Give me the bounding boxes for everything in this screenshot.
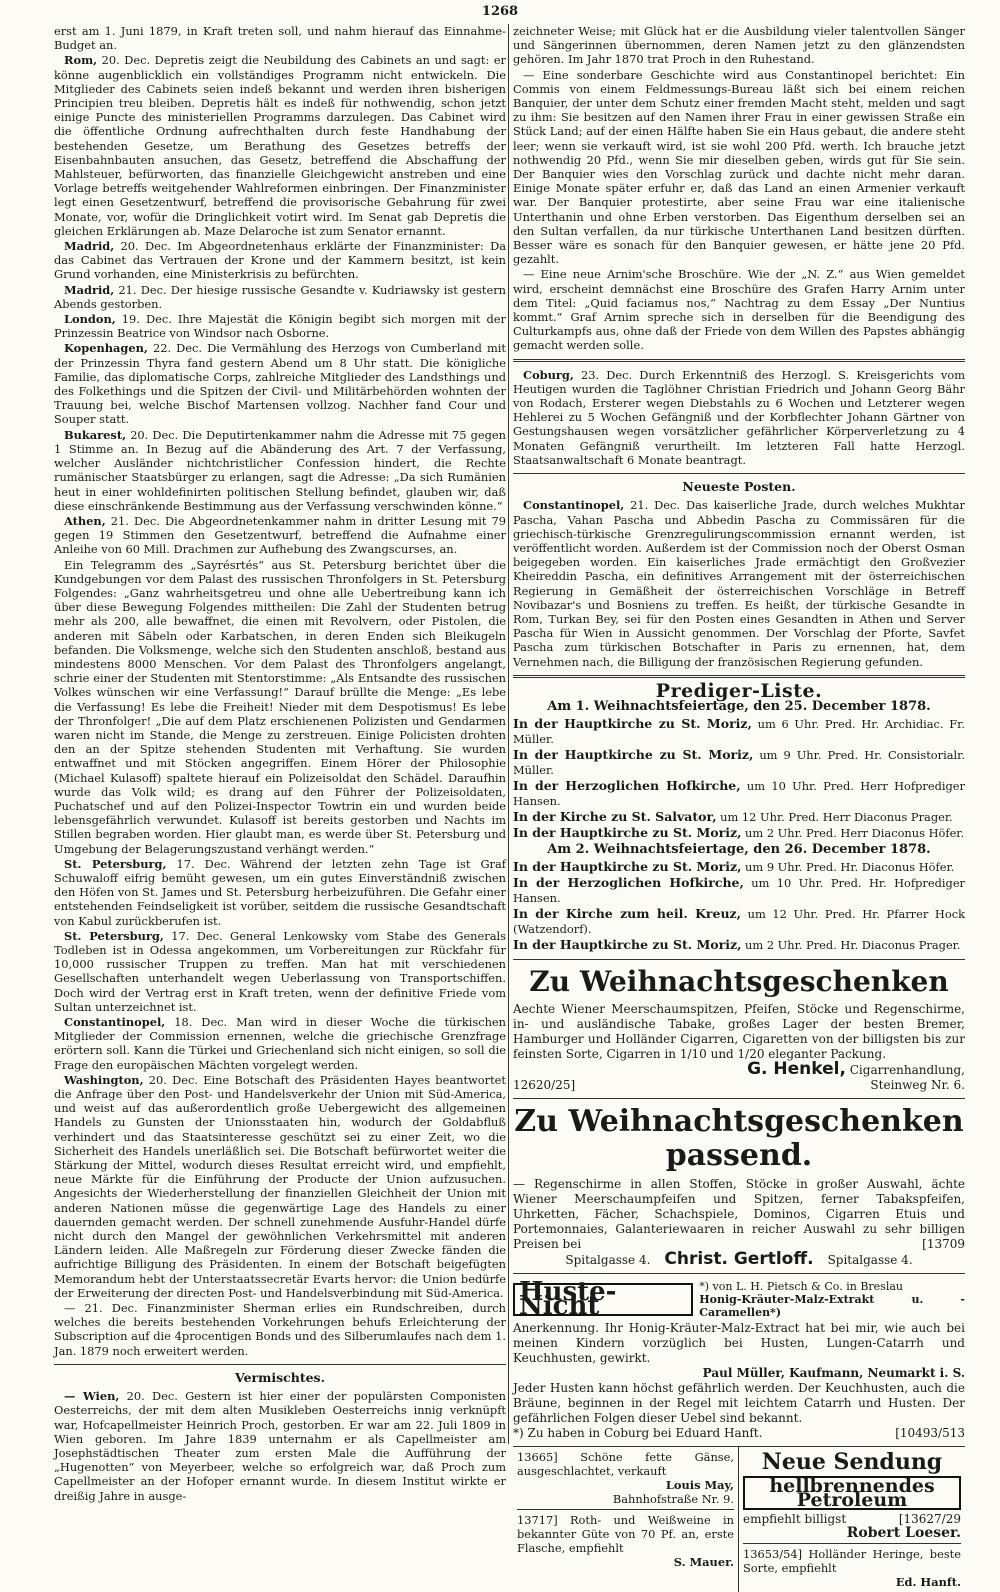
prediger-place: In der Kirche zu St. Salvator, — [513, 809, 717, 825]
small-ad-ganse: 13665] Schöne fette Gänse, ausgeschlachtet, verkauft — [517, 1450, 734, 1479]
prediger-place: In der Herzoglichen Hofkirche, — [513, 875, 744, 891]
prediger-place: In der Hauptkirche zu St. Moriz, — [513, 937, 742, 953]
prediger-details: um 2 Uhr. Pred. Herr Diaconus Höfer. — [741, 826, 965, 841]
article-text: Das kaiserliche Jrade, durch welches Mukhtar Pascha, Vahan Pascha und Abbedin Pascha zu Commissären für die griechisch-türkische Grenzregulirungscommission ernannt werden, ist veröffentlicht worden. Außerdem ist der Commission noch der Oberst Osman beigegeben worden. Ein kaiserliches Jrade ermächtigt den Großvezier Kheireddin Pascha, ein definitives Arrangement mit der österreichischen Regierung in Gemäßheit der österreichischen Vorschläge in Betreff Novibazar's und Bosniens zu treffen. Es heißt, der türkische Gesandte in Rom, Turkan Bey, sei für den Posten eines Gesandten in Athen und Server Pascha für Wien in Aussicht genommen. Der Vorschlag der Pforte, Savfet Pascha zum türkischen Botschafter in Paris zu ernennen, hat, dem Vernehmen nach, die Billigung der französischen Regierung gefunden. — [513, 498, 965, 669]
article-text: Man wird in dieser Woche die türkischen Mitglieder der Commission ernennen, welche die griechische Grenzfrage erörtern soll. Kann die Türkei und Griechenland sich nicht einigen, so soll die Frage den europäischen Mächten vorgelegt werden. — [54, 1015, 507, 1072]
article-constantinopel-2 — [513, 498, 965, 668]
dateline-place: Madrid, — [64, 239, 115, 254]
prediger-details: um 10 Uhr. Pred. Herr Hofprediger Hansen. — [513, 779, 965, 809]
dateline-place: Washington, — [64, 1072, 144, 1087]
article-madrid-1 — [54, 239, 506, 282]
prediger-place: In der Hauptkirche zu St. Moriz, — [513, 747, 754, 763]
prediger-entry — [513, 809, 965, 825]
prediger-entry — [513, 875, 965, 906]
article-kopenhagen — [54, 341, 506, 426]
article-text: Ihre Majestät die Königin begibt sich morgen mit der Prinzessin Beatrice von Windsor nach Osborne. — [54, 312, 506, 341]
prediger-details: um 12 Uhr. Pred. Hr. Pfarrer Hock (Watzendorf). — [513, 907, 965, 937]
small-ads-left — [513, 1447, 739, 1592]
ad-footer-row — [513, 1078, 965, 1092]
article-intro: erst am 1. Juni 1879, in Kraft treten soll, und nahm hierauf das Einnahme-Budget an. — [54, 24, 506, 53]
dateline-place: Coburg, — [523, 367, 574, 382]
dateline-date: 17. Dec. — [166, 856, 231, 871]
article-petersburg-2 — [54, 929, 506, 1014]
article-london — [54, 312, 506, 340]
article-constantinopel-story: — Eine sonderbare Geschichte wird aus Constantinopel berichtet: Ein Commis von einem Feldmessungs-Bureau läßt sich bei einem reichen Banquier, der unter dem Schutz einer fremden Macht steht, melden und sagt zu ihm: Sie besitzen auf den Namen ihrer Frau in einer gewissen Straße ein Stück Land; auf der einen Hälfte haben Sie ein Haus gebaut, die andere steht leer; wenn sie verkauft wird, ist sie wohl 200 Pfd. werth. Ich brauche jetzt nothwendig 20 Pfd., wenn Sie mir dieselben geben, wirds gut für Sie sein. Der Banquier wies den Vorschlag zurück und dachte nicht mehr daran. Einige Monate später erfuhr er, daß das Land an einen Armenier verkauft war. Der Banquier protestirte, aber seine Frau war eine italienische Unterthanin und ohne Erben verstorben. Das Eigenthum derselben sei an den Sultan verfallen, da nur türkische Unterthanen Land besitzen dürften. Besser wäre es sonach für den Banquier gewesen, er hätte jene 20 Pfd. gezahlt. — [513, 67, 965, 267]
right-column — [513, 24, 965, 1592]
prediger-details: um 9 Uhr. Pred. Hr. Diaconus Höfer. — [741, 860, 955, 875]
dateline-date: 20. Dec. — [119, 1389, 178, 1404]
dateline-date: 21. Dec. — [624, 498, 681, 513]
article-text: Die Abgeordnetenkammer nahm in dritter Lesung mit 79 gegen 19 Stimmen den Gesetzentwurf, betreffend die Aufnahme einer Anleihe von 60 Mill. Drachmen zur Aufhebung des Zwangscurses, an. — [54, 513, 507, 557]
ad-brand-rest: Cigarrenhandlung, — [845, 1063, 965, 1078]
prediger-title: Prediger-Liste. — [655, 679, 823, 702]
prediger-place: In der Hauptkirche zu St. Moriz, — [513, 859, 742, 875]
section-divider — [513, 473, 965, 474]
prediger-details: um 6 Uhr. Pred. Hr. Archidiac. Fr. Müller. — [513, 717, 965, 747]
dateline-date: 20. Dec. — [143, 1072, 198, 1087]
ad-address: Spitalgasse 4. — [565, 1252, 651, 1267]
ad-ref: 12620/25] — [513, 1077, 576, 1092]
ad-footnote: *) Zu haben in Coburg bei Eduard Hanft. — [513, 1425, 763, 1440]
dateline-place: Constantinopel, — [523, 498, 625, 513]
prediger-details: um 10 Uhr. Pred. Hr. Hofprediger Hansen. — [513, 876, 966, 906]
ad-huste-nicht — [513, 1277, 965, 1440]
prediger-entry — [513, 937, 965, 953]
prediger-day-heading: Am 1. Weihnachtsfeiertage, den 25. December 1878. — [547, 698, 931, 714]
prediger-place: In der Hauptkirche zu St. Moriz, — [513, 825, 742, 841]
ad-logo-word: Huste-Nicht — [513, 1283, 693, 1315]
ad-body: Aechte Wiener Meerschaumspitzen, Pfeifen, Stöcke und Regenschirme, in- und ausländische Tabake, großes Lager der besten Bremer, Hamburger und Holländer Cigarren, Cigaretten von der billigsten bis zur feinsten Sorte, Cigarren in 1/10 und 1/20 eleganter Packung. — [513, 1002, 965, 1062]
ad-body: Anerkennung. Ihr Honig-Kräuter-Malz-Extract hat bei mir, wie auch bei meinen Kindern vorzüglich bei Husten, Lungen-Catarrh und Keuchhusten, gewirkt. — [513, 1320, 965, 1365]
article-continued: zeichneter Weise; mit Glück hat er die Ausbildung vieler talentvollen Sänger und Sängerinnen übernommen, deren Namen jetzt zu den glänzendsten gehören. Im Jahr 1870 trat Proch in den Ruhestand. — [513, 24, 965, 67]
dateline-place: Athen, — [64, 513, 106, 528]
article-washington — [54, 1073, 506, 1300]
dateline-date: 20. Dec. — [114, 239, 171, 254]
article-text: Durch Erkenntniß des Herzogl. S. Kreisgerichts vom Heutigen wurden die Taglöhner Christian Friedrich und Johann Georg Bähr von Rodach, Ersterer wegen Diebstahls zu 6 Wochen und Letzterer wegen Hehlerei zu 5 Wochen Gefängniß und der Korbflechter Johann Gärtner von Gestungshausen wegen vorsätzlicher gefährlicher Körperverletzung zu 4 Monaten Gefängniß verurtheilt. Im letzteren Fall hatte Herzogl. Staatsanwaltschaft 6 Monate beantragt. — [513, 367, 966, 467]
ad-brand: G. Henkel, — [747, 1059, 846, 1080]
dateline-place: London, — [64, 312, 116, 327]
small-ad-wein: 13717] Roth- und Weißweine in bekannter Güte von 70 Pf. an, erste Flasche, empfiehlt — [517, 1513, 734, 1556]
section-heading-neueste-posten: Neueste Posten. — [682, 479, 796, 495]
ad-body — [513, 1177, 965, 1252]
dateline-place: St. Petersburg, — [64, 928, 164, 943]
small-ad-ref: [13627/29 — [898, 1512, 961, 1527]
dateline-date: 21. Dec. — [105, 513, 160, 528]
small-ad-signature: Ed. Hanft. — [895, 1575, 961, 1590]
dateline-date: 18. Dec. — [165, 1015, 228, 1030]
dateline-place: Kopenhagen, — [64, 341, 148, 356]
ad-title: Zu Weihnachtsgeschenken passend. — [514, 1103, 964, 1173]
left-column — [54, 24, 506, 1504]
prediger-day2-list — [513, 859, 965, 953]
small-ads-grid — [513, 1446, 965, 1592]
dateline-place: St. Petersburg, — [64, 856, 167, 871]
dateline-date: 21. Dec. — [114, 282, 167, 297]
prediger-place: In der Herzoglichen Hofkirche, — [513, 778, 741, 794]
ad-maker-line: *) von L. H. Pietsch & Co. in Breslau — [699, 1279, 903, 1293]
article-constantinopel-1 — [54, 1015, 506, 1072]
article-coburg — [513, 368, 965, 467]
ad-testimonial-signature: Paul Müller, Kaufmann, Neumarkt i. S. — [702, 1365, 965, 1380]
prediger-entry — [513, 859, 965, 875]
article-text: Die Deputirtenkammer nahm die Adresse mit 75 gegen 1 Stimme an. In Bezug auf die Abänderung des Art. 7 der Verfassung, welcher Ausländer nichtchristlicher Confession hindert, die Rechte rumänischer Staatsbürger zu erlangen, sagt die Adresse: „Da sich Rumänien heut in einer wohldefinirten politischen Stellung befindet, glauben wir, daß diese einschränkende Bestimmung aus der Verfassung verschwinden könne.“ — [54, 427, 507, 513]
article-madrid-2 — [54, 283, 506, 311]
ad-address: Spitalgasse 4. — [827, 1252, 913, 1267]
small-ad-signature: Robert Loeser. — [846, 1525, 961, 1542]
ad-footer-row — [513, 1426, 965, 1440]
ad-header — [513, 1277, 965, 1322]
section-divider — [513, 675, 965, 678]
dateline-date: 17. Dec. — [163, 928, 223, 943]
article-text: Eine Botschaft des Präsidenten Hayes beantwortet die Anfrage über den Post- und Handelsverkehr der Union mit Süd-America, und weist auf das außerordentlich große Uebergewicht des allgemeinen Handels zu Gunsten der Unionsstaaten hin, wodurch der Goldabfluß verhindert und das Staatsinteresse geschützt sei zu einer Zeit, wo die Sicherheit des Handels unerläßlich sei. Die Botschaft befürwortet weiter die Stärkung der Mittel, wodurch dieses Resultat erreicht wird, und empfiehlt, neue Märkte für die Einführung der Producte der Union aufzusuchen. Angesichts der Wiederherstellung der finanziellen Gleichheit der Union mit anderen Nationen müsse die gegenwärtige Lage des Handels zu einer dauernden gemacht werden. Der schnell zunehmende Ausfuhr-Handel dürfe nicht durch den Mangel der gewöhnlichen Verkehrsmittel mit anderen Ländern leiden. Alle Maßregeln zur Förderung dieser Zwecke fänden die aufrichtige Billigung des Präsidenten. In einem der Botschaft beigefügten Memorandum hebt der Unterstaatssecretär Evarts hervor: die Union bedürfe der Erweiterung der directen Post- und Handelsverbindung mit Süd-America. — [54, 1072, 506, 1300]
section-divider — [54, 1364, 506, 1365]
small-ad-text: empfiehlt billigst — [743, 1512, 847, 1527]
small-ad-signature: S. Mauer. — [673, 1555, 734, 1570]
prediger-entry — [513, 778, 965, 809]
dateline-date: 19. Dec. — [115, 312, 172, 327]
small-ads-right — [739, 1447, 965, 1592]
prediger-place: In der Kirche zum heil. Kreuz, — [513, 906, 742, 922]
article-arnim: — Eine neue Arnim'sche Broschüre. Wie der „N. Z.“ aus Wien gemeldet wird, erscheint demnächst eine Broschüre des Grafen Harry Arnim unter dem Titel: „Quid faciamus nos,“ Nachtrag zu dem Essay „Der Nuntius kommt.“ Graf Arnim spreche sich in derselben für die Beendigung des Culturkampfs aus, ohne daß der Friede von dem Willen des Papstes abhängig gemacht werden solle. — [513, 267, 965, 353]
small-ad-title: Neue Sendung — [761, 1449, 943, 1476]
ad-henkel — [513, 966, 965, 1091]
prediger-details: um 12 Uhr. Pred. Herr Diaconus Prager. — [716, 810, 953, 825]
article-athen — [54, 514, 506, 557]
section-heading-vermischtes: Vermischtes. — [235, 1369, 325, 1385]
prediger-liste — [513, 679, 966, 954]
article-text: Depretis zeigt die Neubildung des Cabinets an und sagt: er könne augenblicklich ein vollständiges Programm nicht entwickeln. Die Mitglieder des Cabinets seien indeß bekannt und werden ihren bisherigen Principien treu bleiben. Depretis hält es indeß für nothwendig, schon jetzt einige Puncte des ministeriellen Programms darzulegen. Das Cabinet wird die öffentliche Ordnung aufrechthalten durch feste Handhabung der bestehenden Gesetze, um Berathung des Gesetzes betreffs der Eisenbahnbauten ansuchen, das Gesetz, betreffend die Abschaffung der Mahlsteuer, befürworten, das finanzielle Gleichgewicht anstreben und eine Vorlage betreffs weitgehender Wahlreformen einbringen. Der Finanzminister legt einen Gesetzentwurf, betreffend die provisorische Gebahrung für zwei Monate, vor, wofür die Dringlichkeit votirt wird. Im Senat gab Depretis die gleichen Erklärungen ab. Maze Delaroche ist zum Senator ernannt. — [54, 53, 507, 238]
dateline-place: — Wien, — [64, 1389, 120, 1404]
small-ad-address: Bahnhofstraße Nr. 9. — [612, 1492, 734, 1507]
article-text: Im Abgeordnetenhaus erklärte der Finanzminister: Da das Cabinet das Vertrauen der Krone und der Kammern besitzt, ist kein Grund vorhanden, eine Ministerkrisis zu befürchten. — [54, 239, 506, 282]
ad-body-2: Jeder Husten kann höchst gefährlich werden. Der Keuchhusten, auch die Bräune, beginnen in der Regel mit leichtem Catarrh und Husten. Der gefährlichen Folgen dieser Uebel sind bekannt. — [513, 1380, 965, 1425]
prediger-details: um 9 Uhr. Pred. Hr. Consistorialr. Müller. — [513, 748, 965, 778]
dateline-date: 20. Dec. — [126, 427, 179, 442]
dateline-date: 23. Dec. — [573, 367, 633, 382]
section-divider — [517, 1509, 734, 1510]
prediger-details: um 2 Uhr. Pred. Hr. Diaconus Prager. — [741, 938, 961, 953]
article-text: Der hiesige russische Gesandte v. Kudriawsky ist gestern Abends gestorben. — [54, 282, 506, 311]
article-telegramm: Ein Telegramm des „Sayrésrtés“ aus St. Petersburg berichtet über die Kundgebungen vor dem Palast des russischen Thronfolgers in St. Petersburg Folgendes: „Ganz wahrheitsgetreu und ohne alle Uebertreibung kann ich über diese Bewegung Folgendes mittheilen: Die Zahl der Studenten betrug mehr als 200, alle bewaffnet, die einen mit Revolvern, oder Pistolen, die anderen mit Säbeln oder Karbatschen, in deren Enden sich Bleikugeln befanden. Die Volksmenge, welche sich den Studenten anschloß, bestand aus mindestens 8000 Menschen. Vor dem Palast des Thronfolgers angelangt, schrie einer der Studenten mit Stentorstimme: „Als Entsandte des russischen Volkes wünschen wir eine Verfassung!“ Darauf brüllte die Menge: „Es lebe die Verfassung! Es lebe die Freiheit! Nieder mit dem Despotismus! Es lebe der Thronfolger! „Die auf dem Platz erschienenen Polizisten und Gendarmen waren nicht im Stande, die Menge zu zerstreuen. Einige Policisten drohten den an der Spitze stehenden Studenten mit Verhaftung. Sie wurden entwaffnet und mit Stöcken angegriffen. Einem Hörer der Philosophie (Michael Kulasoff) spaltete hierauf ein Polizeisoldat den Schädel. Daraufhin wurde das Volk wild; es drang auf den Führer der Polizeisoldaten, Puchatschef und auf den Polizei-Inspector Towtrin ein und wurden beide lebensgefährlich verwundet. Kulasoff ist bereits gestorben und Nachts im Stillen begraben worden. Hier glaubt man, es werde über St. Petersburg und Umgebung der Belagerungszustand verhängt werden.“ — [54, 557, 506, 856]
article-text: Gestern ist hier einer der populärsten Componisten Oesterreichs, der mit dem alten Musikleben Oesterreichs innig verknüpft war, Hofcapellmeister Heinrich Proch, gestorben. Er war am 22. Juli 1809 in Wien geboren. Im Jahre 1839 unternahm er als Capellmeister am Josephstädtischen Theater zum ersten Male die Aufführung der „Hugenotten“ von Meyerbeer, welche so erfolgreich war, daß Proch zum Capellmeister an der Hofoper ernannt wurde. In diesem Institut wirkte er dreißig Jahre in ausge- — [54, 1389, 506, 1503]
small-ad-row — [743, 1512, 961, 1526]
prediger-entry — [513, 825, 965, 841]
small-ad-subtitle: hellbrennendes Petroleum — [743, 1476, 961, 1510]
section-divider — [513, 1273, 965, 1274]
ad-address-row — [513, 1248, 965, 1269]
ad-product-line: Honig-Kräuter-Malz-Extrakt u. -Caramellen*) — [699, 1292, 965, 1319]
ad-signature-row — [513, 1059, 965, 1080]
article-rom — [54, 53, 506, 238]
column-divider — [508, 24, 509, 1444]
ad-address: Steinweg Nr. 6. — [870, 1077, 965, 1092]
section-divider — [513, 959, 965, 960]
article-washington-2: — 21. Dec. Finanzminister Sherman erlies ein Rundschreiben, durch welches die bereits bestehenden Vorkehrungen behufs Erleichterung der Subscription auf die 4procentigen Bonds und des Silberumlaufes nach dem 1. Jan. 1879 noch erweitert werden. — [54, 1301, 506, 1358]
dateline-date: 22. Dec. — [147, 341, 203, 356]
ad-maker — [699, 1280, 965, 1319]
ad-ref: [10493/513 — [895, 1425, 965, 1440]
article-text: General Lenkowsky vom Stabe des Generals Todleben ist in Odessa angekommen, um Vorbereitungen zur Rückfahr für 10,000 russischer Truppen zu treffen. Man hat mit verschiedenen Gesellschaften unterhandelt wegen Ueberlassung von Transportschiffen. Doch wird der Vertrag erst in Kraft treten, wenn der definitive Friede vom Sultan unterzeichnet ist. — [54, 928, 506, 1014]
prediger-day-heading: Am 2. Weihnachtsfeiertage, den 26. December 1878. — [547, 842, 931, 858]
ad-ref: [13709 — [922, 1236, 965, 1251]
section-divider — [513, 359, 965, 362]
ad-body-text: — Regenschirme in allen Stoffen, Stöcke in großer Auswahl, ächte Wiener Meerschaumpfeifen und Spitzen, ferner Tabakspfeifen, Uhrketten, Fächer, Schachspiele, Dominos, Cigarren Etuis und Portemonnaies, Galanteriewaaren in reicher Auswahl zu sehr billigen Preisen bei — [513, 1176, 965, 1251]
prediger-entry — [513, 906, 965, 937]
dateline-date: 20. Dec. — [97, 53, 151, 68]
dateline-place: Madrid, — [64, 282, 115, 297]
dateline-place: Bukarest, — [64, 427, 127, 442]
prediger-entry — [513, 747, 965, 778]
prediger-entry — [513, 716, 965, 747]
small-ad-signature: Louis May, — [665, 1478, 734, 1493]
article-wien — [54, 1389, 506, 1503]
dateline-place: Constantinopel, — [64, 1015, 166, 1030]
ad-title: Zu Weihnachtsgeschenken — [529, 965, 949, 999]
section-divider — [743, 1543, 961, 1544]
ad-gertloff — [513, 1105, 965, 1267]
article-text: Während der letzten zehn Tage ist Graf Schuwaloff eifrig bemüht gewesen, um ein gutes Einverständniß zwischen den Höfen von St. James und St. Petersburg herbeizuführen. Die Gefahr einer entstehenden Feindseligkeit ist vorüber, seitdem die russische Gesandtschaft von Kabul zurückberufen ist. — [54, 856, 506, 928]
page-number: 1268 — [481, 4, 519, 19]
prediger-place: In der Hauptkirche zu St. Moriz, — [513, 716, 752, 732]
ad-brand: Christ. Gertloff. — [664, 1248, 814, 1269]
section-divider — [513, 1098, 965, 1099]
prediger-day1-list — [513, 716, 965, 841]
article-petersburg-1 — [54, 857, 506, 928]
dateline-place: Rom, — [64, 53, 98, 68]
article-bukarest — [54, 428, 506, 513]
small-ad-heringe: 13653/54] Holländer Heringe, beste Sorte, empfiehlt — [743, 1547, 961, 1576]
article-text: Die Vermählung des Herzogs von Cumberland mit der Prinzessin Thyra fand gestern Abend um 8 Uhr statt. Die königliche Familie, das diplomatische Corps, zahlreiche Mitglieder des Landsthings und des Folkethings und die Spitzen der Civil- und Militärbehörden wohnten der Trauung bei, welche Bischof Martensen vollzog. Nachher fand Cour und Souper statt. — [54, 341, 506, 427]
